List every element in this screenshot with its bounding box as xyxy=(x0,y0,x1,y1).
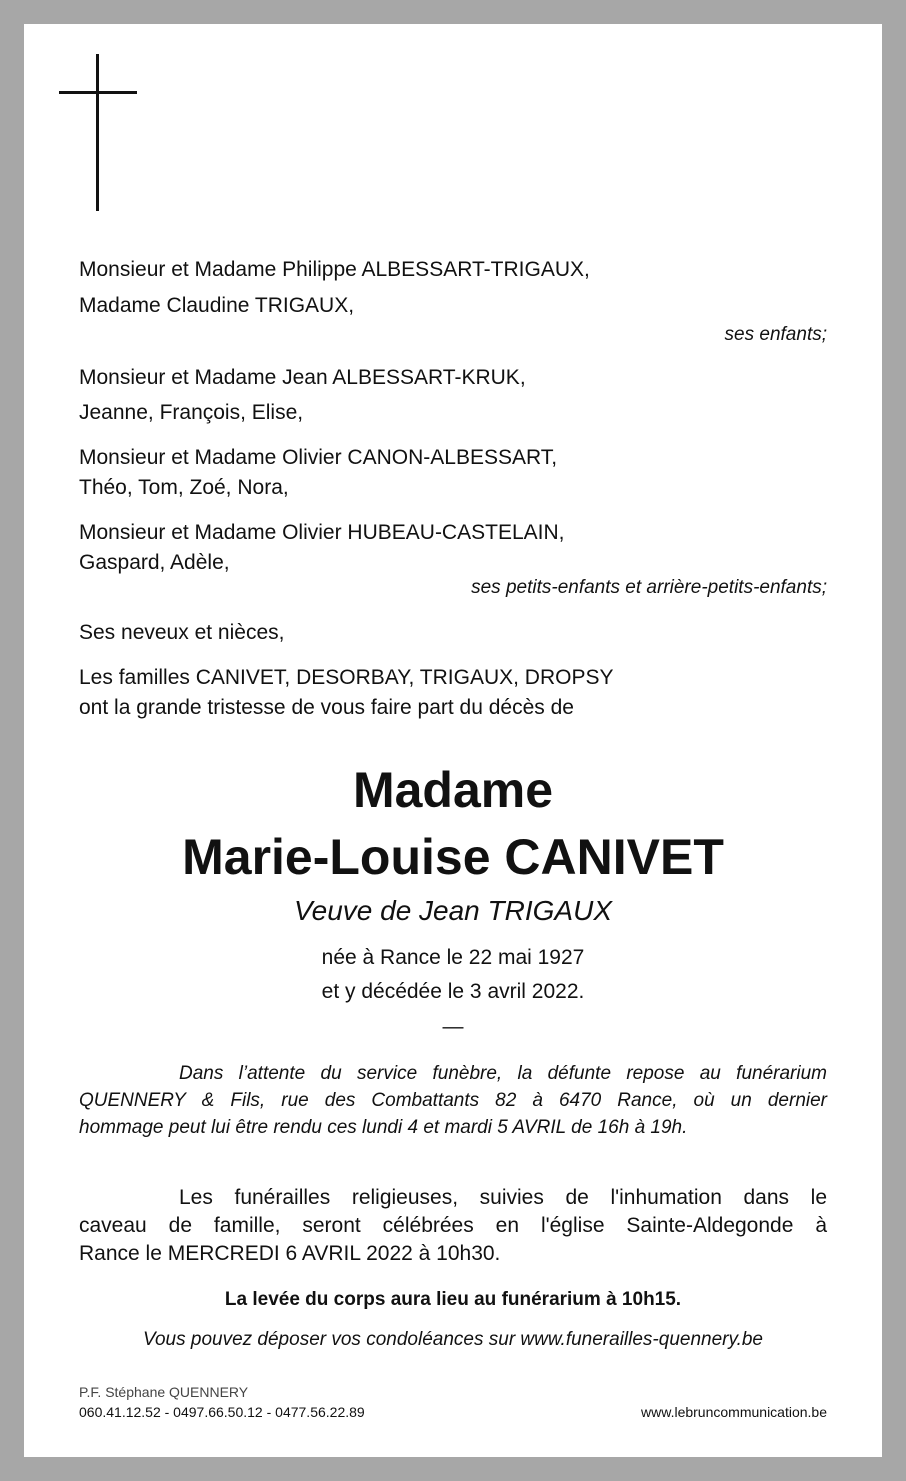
family-line-11: ont la grande tristesse de vous faire part du décès de xyxy=(79,696,574,719)
children-label: ses enfants; xyxy=(724,324,827,345)
family-line-6: Théo, Tom, Zoé, Nora, xyxy=(79,476,289,499)
obituary-card xyxy=(24,24,882,1457)
deceased-title: Madame xyxy=(352,762,554,818)
levee-line: La levée du corps aura lieu au funérarium à 10h15. xyxy=(224,1289,682,1310)
widow-line: Veuve de Jean TRIGAUX xyxy=(293,895,612,926)
birth-line: née à Rance le 22 mai 1927 xyxy=(321,946,585,969)
footer-phones: 060.41.12.52 - 0497.66.50.12 - 0477.56.22.89 xyxy=(79,1404,365,1420)
rest-line-1: Dans l’attente du service funèbre, la défunte repose au funérarium xyxy=(179,1063,827,1084)
family-line-1: Monsieur et Madame Philippe ALBESSART-TRIGAUX, xyxy=(79,258,590,281)
family-line-5: Monsieur et Madame Olivier CANON-ALBESSART, xyxy=(79,446,558,469)
funeral-line-3: Rance le MERCREDI 6 AVRIL 2022 à 10h30. xyxy=(79,1242,501,1265)
family-line-9: Ses neveux et nièces, xyxy=(79,621,285,644)
family-line-10: Les familles CANIVET, DESORBAY, TRIGAUX, DROPSY xyxy=(79,666,614,689)
family-line-4: Jeanne, François, Elise, xyxy=(79,401,304,424)
family-line-8: Gaspard, Adèle, xyxy=(79,551,230,574)
death-line: et y décédée le 3 avril 2022. xyxy=(321,980,585,1003)
grandchildren-label: ses petits-enfants et arrière-petits-enfants; xyxy=(471,577,827,598)
funeral-paragraph xyxy=(79,1184,827,1268)
funeral-line-1: Les funérailles religieuses, suivies de l'inhumation dans le xyxy=(179,1186,827,1209)
cross-icon-bar xyxy=(59,91,137,94)
family-line-2: Madame Claudine TRIGAUX, xyxy=(79,294,355,317)
rest-line-2: QUENNERY & Fils, rue des Combattants 82 à 6470 Rance, où un dernier xyxy=(79,1090,827,1111)
footer-company: P.F. Stéphane QUENNERY xyxy=(79,1384,249,1400)
family-line-7: Monsieur et Madame Olivier HUBEAU-CASTELAIN, xyxy=(79,521,565,544)
rest-paragraph xyxy=(79,1060,827,1141)
family-line-3: Monsieur et Madame Jean ALBESSART-KRUK, xyxy=(79,366,526,389)
funeral-line-2: caveau de famille, seront célébrées en l'église Sainte-Aldegonde à xyxy=(79,1214,827,1237)
cross-icon xyxy=(96,54,99,211)
rest-line-3: hommage peut lui être rendu ces lundi 4 et mardi 5 AVRIL de 16h à 19h. xyxy=(79,1117,688,1138)
deceased-name: Marie-Louise CANIVET xyxy=(182,829,724,885)
footer-website: www.lebruncommunication.be xyxy=(641,1404,827,1420)
condolences-line: Vous pouvez déposer vos condoléances sur www.funerailles-quennery.be xyxy=(143,1329,763,1350)
separator-dash: — xyxy=(442,1015,464,1038)
